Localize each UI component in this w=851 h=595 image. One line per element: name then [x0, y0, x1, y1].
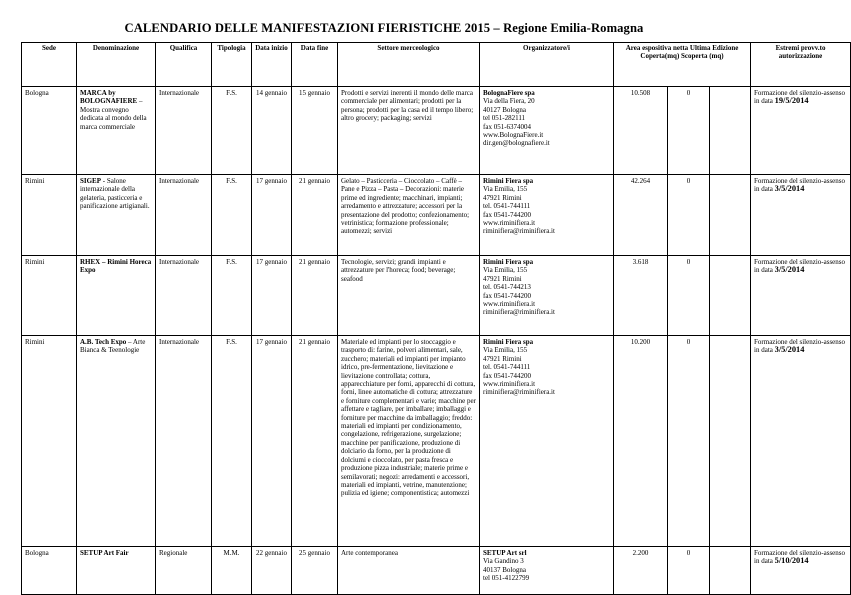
cell-sede: Rimini [22, 336, 77, 547]
header-tipologia: Tipologia [212, 43, 252, 87]
estremi-data-label: data [761, 346, 773, 355]
cell-area-scoperta: 0 [668, 175, 710, 256]
header-data-inizio: Data inizio [252, 43, 292, 87]
cell-estremi [751, 336, 851, 547]
table-row [22, 175, 851, 256]
cell-area-spacer [710, 87, 751, 175]
cell-estremi [751, 547, 851, 595]
cell-qualifica: Internazionale [156, 256, 212, 336]
estremi-date: 5/10/2014 [774, 556, 809, 566]
organizer-name: BolognaFiere spa [483, 89, 535, 97]
cell-sede: Rimini [22, 175, 77, 256]
header-settore: Settore merceologico [338, 43, 480, 87]
cell-sede: Bologna [22, 87, 77, 175]
table-row [22, 547, 851, 595]
cell-organizzatore [480, 175, 614, 256]
cell-area-spacer [710, 336, 751, 547]
cell-tipologia: F.S. [212, 256, 252, 336]
organizer-name: Rimini Fiera spa [483, 338, 534, 346]
header-data-fine: Data fine [292, 43, 338, 87]
header-organizzatore: Organizzatore/i [480, 43, 614, 87]
estremi-date: 19/5/2014 [774, 96, 809, 106]
event-name: SETUP Art Fair [80, 549, 129, 557]
cell-denominazione [77, 87, 156, 175]
estremi-data-label: data [761, 557, 773, 566]
cell-qualifica: Internazionale [156, 87, 212, 175]
organizer-name: Rimini Fiera spa [483, 258, 534, 266]
estremi-date: 3/5/2014 [774, 345, 805, 355]
cell-data-fine: 21 gennaio [292, 175, 338, 256]
organizer-contacts: Via Gandino 3 40137 Bologna tel 051-4122799 [483, 557, 530, 583]
estremi-data-label: data [761, 185, 773, 194]
cell-settore: Prodotti e servizi inerenti il mondo delle marca commerciale per alimentari; prodotti per la persona; prodotti per la casa ed il tempo libero; altro grocery; packaging; servizi [338, 87, 480, 175]
cell-tipologia: F.S. [212, 175, 252, 256]
cell-sede: Bologna [22, 547, 77, 595]
estremi-date: 3/5/2014 [774, 184, 805, 194]
page-title: CALENDARIO DELLE MANIFESTAZIONI FIERISTICHE 2015 – Regione Emilia-Romagna [124, 21, 644, 35]
organizer-name: SETUP Art srl [483, 549, 527, 557]
cell-settore: Arte contemporanea [338, 547, 480, 595]
cell-area-scoperta: 0 [668, 87, 710, 175]
cell-estremi [751, 256, 851, 336]
event-name: RHEX – Rimini Horeca Expo [80, 258, 152, 275]
cell-denominazione [77, 175, 156, 256]
estremi-date: 3/5/2014 [774, 265, 805, 275]
cell-area-coperta: 3.618 [614, 256, 668, 336]
organizer-contacts: Via Emilia, 155 47921 Rimini tel. 0541-744111 fax 0541-744200 www.riminifiera.it riminifiera@riminifiera.it [483, 185, 555, 236]
cell-organizzatore [480, 547, 614, 595]
cell-data-inizio: 17 gennaio [252, 336, 292, 547]
cell-settore: Materiale ed impianti per lo stoccaggio e trasporto di: farine, polveri alimentari, sale, zucchero; materiali ed impianti per impianto idrico, pre-fermentazione, lievitazione e lievitazione controllata; cottura, apparecchiature per forni, apparecchi di cottura, forni, linee automatiche di cottura; attrezzature e forniture complementari e varie; macchine per affettare e tagliare, per imballare; imballaggi e forniture per macchine da imballaggio; freddo: materiali ed impianti per condizionamento, congelazione, refrigerazione, surgelazione; macchine per panificazione, produzione di dolciario da forno, per la produzione di dolciumi e cioccolato, per pasta fresca e produzione pizza industriale; materie prime e semilavorati; negozi: arredamenti e accessori, materiali ed impianti, vetrine, manutenzione; pulizia ed igiene; componentistica; automezzi [338, 336, 480, 547]
organizer-contacts: Via Emilia, 155 47921 Rimini tel. 0541-744111 fax 0541-744200 www.riminifiera.it riminifiera@riminifiera.it [483, 346, 555, 397]
estremi-text: Formazione del silenzio-assenso in [754, 177, 846, 194]
header-sede: Sede [22, 43, 77, 87]
table-row [22, 336, 851, 547]
header-row [22, 43, 851, 87]
cell-settore: Tecnologie, servizi; grandi impianti e attrezzature per l'horeca; food; beverage; seafood [338, 256, 480, 336]
cell-denominazione [77, 336, 156, 547]
cell-data-inizio: 17 gennaio [252, 175, 292, 256]
table-row [22, 87, 851, 175]
cell-area-scoperta: 0 [668, 336, 710, 547]
cell-estremi [751, 87, 851, 175]
organizer-contacts: Via Emilia, 155 47921 Rimini tel. 0541-744213 fax 0541-744200 www.riminifiera.it riminifiera@riminifiera.it [483, 266, 555, 317]
cell-data-inizio: 17 gennaio [252, 256, 292, 336]
estremi-text: Formazione del silenzio-assenso in [754, 89, 846, 106]
table-body [22, 87, 851, 595]
estremi-text: Formazione del silenzio-assenso in [754, 549, 846, 566]
cell-data-inizio: 22 gennaio [252, 547, 292, 595]
cell-denominazione [77, 547, 156, 595]
cell-data-inizio: 14 gennaio [252, 87, 292, 175]
cell-data-fine: 25 gennaio [292, 547, 338, 595]
cell-qualifica: Regionale [156, 547, 212, 595]
header-area: Area espositiva netta Ultima Edizione Coperta(mq) Scoperta (mq) [614, 43, 751, 87]
cell-area-spacer [710, 256, 751, 336]
cell-qualifica: Internazionale [156, 336, 212, 547]
cell-sede: Rimini [22, 256, 77, 336]
cell-organizzatore [480, 87, 614, 175]
estremi-text: Formazione del silenzio-assenso in [754, 338, 846, 355]
event-subtitle: - Salone internazionale della gelateria, pasticceria e panificazione artigianali. [80, 177, 150, 211]
header-estremi: Estremi provv.to autorizzazione [751, 43, 851, 87]
cell-area-coperta: 10.508 [614, 87, 668, 175]
cell-area-spacer [710, 547, 751, 595]
event-name: MARCA by BOLOGNAFIERE [80, 89, 138, 106]
cell-area-coperta: 42.264 [614, 175, 668, 256]
cell-data-fine: 15 gennaio [292, 87, 338, 175]
cell-area-coperta: 2.200 [614, 547, 668, 595]
header-denominazione: Denominazione [77, 43, 156, 87]
table-row [22, 256, 851, 336]
cell-estremi [751, 175, 851, 256]
cell-area-coperta: 10.200 [614, 336, 668, 547]
event-subtitle: – Mostra convegno dedicata al mondo della marca commerciale [80, 97, 147, 131]
cell-area-scoperta: 0 [668, 547, 710, 595]
cell-settore: Gelato – Pasticceria – Cioccolato – Caffè – Pane e Pizza – Pasta – Decorazioni: materie prime ed ingrediente; macchinari, impianti; arredamento e attrezzature; accessori per la presentazione del prodotto; confezionamento; vetrinistica; formazione professionale; automezzi; servizi [338, 175, 480, 256]
fairs-table [21, 42, 851, 595]
event-name: SIGEP [80, 177, 102, 185]
event-subtitle: – Arte Bianca & Teenologie [80, 338, 146, 355]
cell-tipologia: M.M. [212, 547, 252, 595]
cell-denominazione [77, 256, 156, 336]
organizer-contacts: Via della Fiera, 20 40127 Bologna tel 051-282111 fax 051-6374004 www.BolognaFiere.it dir.gen@bolognafiere.it [483, 97, 550, 148]
estremi-data-label: data [761, 97, 773, 106]
cell-data-fine: 21 gennaio [292, 256, 338, 336]
cell-organizzatore [480, 256, 614, 336]
cell-tipologia: F.S. [212, 336, 252, 547]
estremi-data-label: data [761, 266, 773, 275]
cell-data-fine: 21 gennaio [292, 336, 338, 547]
cell-qualifica: Internazionale [156, 175, 212, 256]
cell-organizzatore [480, 336, 614, 547]
event-name: A.B. Tech Expo [80, 338, 127, 346]
cell-area-scoperta: 0 [668, 256, 710, 336]
organizer-name: Rimini Fiera spa [483, 177, 534, 185]
estremi-text: Formazione del silenzio-assenso in [754, 258, 846, 275]
cell-area-spacer [710, 175, 751, 256]
header-qualifica: Qualifica [156, 43, 212, 87]
cell-tipologia: F.S. [212, 87, 252, 175]
